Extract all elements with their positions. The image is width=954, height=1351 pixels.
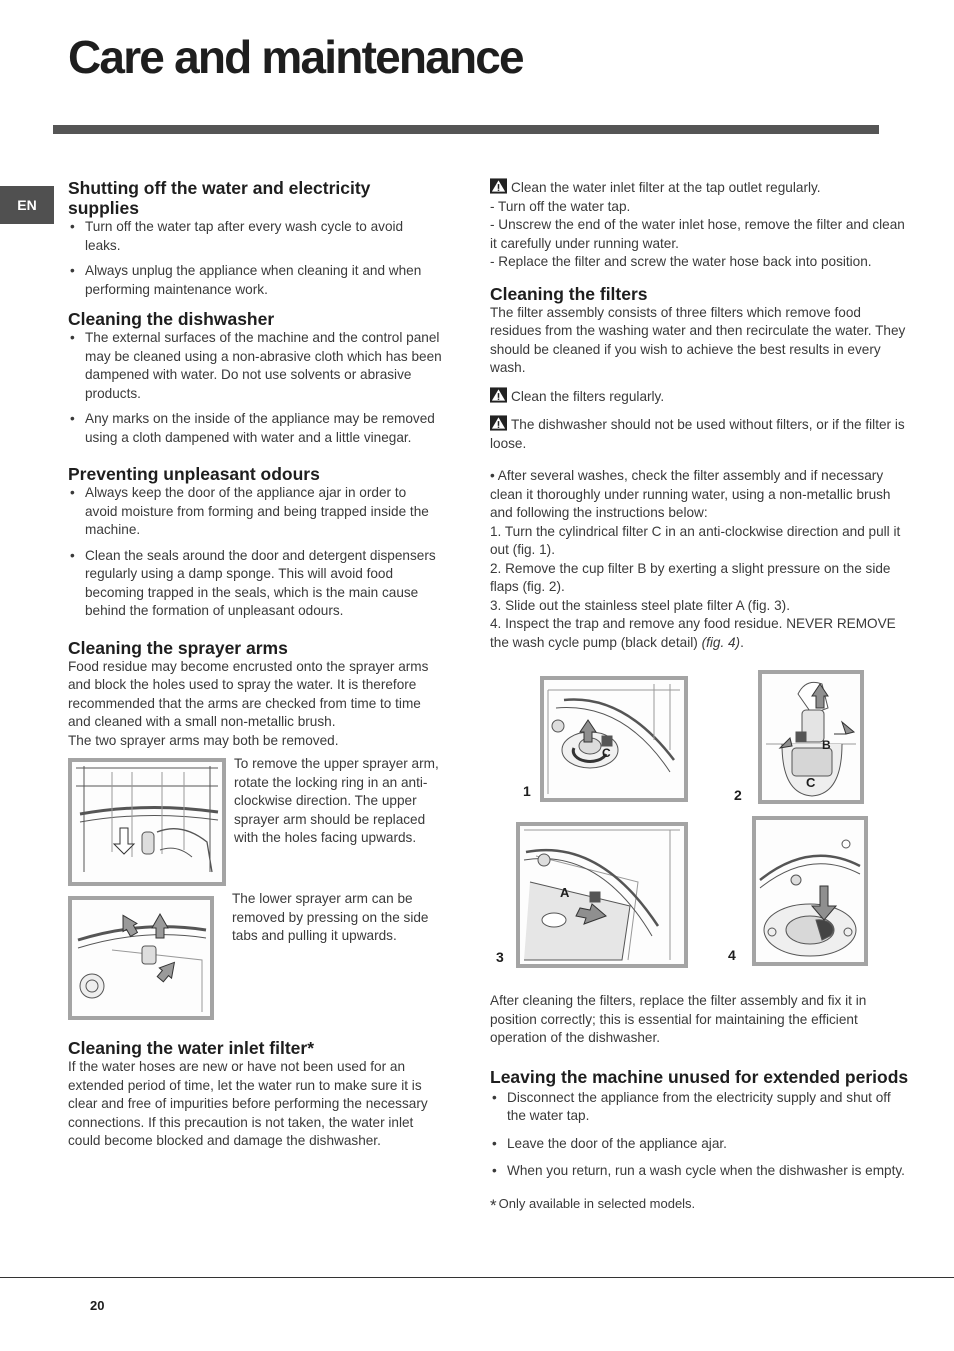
list-odours (68, 484, 442, 621)
section-tap-filter (490, 178, 910, 272)
figure-number-4: 4 (728, 947, 736, 963)
inlet-filter-text: If the water hoses are new or have not been used for an extended period of time, let the water run to make sure it is clear and free of impurities before performing the necessary connections. If this precaution is not taken, the water inlet could become blocked and damage the dishwasher. (68, 1059, 428, 1148)
figure-number-3: 3 (496, 949, 504, 965)
upper-sprayer-figure (68, 758, 226, 886)
filters-after: After cleaning the filters, replace the filter assembly and fix it in position correctly; this is essential for maintaining the efficient operation of the dishwasher. (490, 993, 867, 1045)
filters-check: • After several washes, check the filter assembly and if necessary clean it thoroughly under running water, using a non-metallic brush and following the instructions below: (490, 468, 891, 520)
direction-arrow-icon (116, 911, 141, 938)
direction-arrow-icon (834, 722, 854, 734)
footnote (490, 1195, 910, 1216)
page-number: 20 (90, 1298, 105, 1313)
figure-2 (758, 670, 864, 804)
heading-sprayer: Cleaning the sprayer arms (68, 637, 288, 658)
filters-step-3: 3. Slide out the stainless steel plate filter A (fig. 3). (490, 597, 790, 613)
list-item: • Always unplug the appliance when cleaning it and when performing maintenance work. (68, 262, 442, 299)
upper-sprayer-text: To remove the upper sprayer arm, rotate the locking ring in an anti-clockwise direction. The upper sprayer arm should be replaced with the holes facing upwards. (234, 756, 439, 845)
warning-triangle-icon (490, 178, 507, 194)
footnote-mark: * (490, 1195, 497, 1215)
tap-filter-warning: Clean the water inlet filter at the tap outlet regularly. (490, 178, 910, 198)
heading-unused: Leaving the machine unused for extended periods (490, 1066, 909, 1087)
lower-sprayer-row (68, 891, 442, 1024)
page-title: Care and maintenance (68, 31, 523, 83)
list-item: • Disconnect the appliance from the electricity supply and shut off the water tap. (490, 1089, 910, 1126)
upper-sprayer-illustration (72, 762, 222, 882)
figure-number-2: 2 (734, 787, 742, 803)
list-item: • Any marks on the inside of the appliance may be removed using a cloth dampened with water and a little vinegar. (68, 410, 442, 447)
tap-filter-step: - Unscrew the end of the water inlet hose, remove the filter and clean it carefully under running water. (490, 217, 905, 251)
left-column (68, 178, 442, 1151)
list-cleaning-dishwasher (68, 329, 442, 447)
heading-odours: Preventing unpleasant odours (68, 464, 320, 484)
label-c-cup: C (806, 775, 816, 790)
heading-cleaning-filters: Cleaning the filters (490, 283, 648, 304)
label-b: B (822, 738, 831, 752)
heading-cleaning-dishwasher: Cleaning the dishwasher (68, 309, 275, 329)
lower-sprayer-illustration (72, 900, 210, 1016)
filters-intro: The filter assembly consists of three filters which remove food residues from the washing water and then recirculate the water. They should be cleaned if you wish to achieve the best results in every wash. (490, 304, 906, 375)
label-a: A (560, 885, 570, 900)
figure-3 (516, 822, 688, 968)
list-unused (490, 1089, 910, 1181)
section-cleaning-filters (490, 284, 910, 653)
filter-figures (490, 670, 910, 976)
section-unused (490, 1067, 910, 1181)
list-item: • Leave the door of the appliance ajar. (490, 1135, 910, 1154)
sprayer-removable: The two sprayer arms may both be removed. (68, 732, 339, 748)
list-item: • The external surfaces of the machine and the control panel may be cleaned using a non-abrasive cloth which has been dampened with water. Do not use solvents or abrasive products. (68, 329, 442, 403)
direction-arrow-icon (114, 828, 134, 854)
heading-shut-off: Shutting off the water and electricity supplies (68, 178, 371, 218)
lower-sprayer-figure (68, 896, 214, 1020)
upper-sprayer-row (68, 758, 442, 894)
tap-filter-step: - Replace the filter and screw the water hose back into position. (490, 254, 872, 269)
lower-sprayer-text: The lower sprayer arm can be removed by pressing on the side tabs and pulling it upwards. (232, 891, 429, 943)
right-column (490, 178, 910, 1215)
title-rule (53, 125, 879, 134)
section-inlet-filter (68, 1038, 442, 1151)
warning-triangle-icon (490, 415, 507, 431)
label-c: C (602, 746, 611, 760)
sprayer-intro: Food residue may become encrusted onto the sprayer arms and block the holes used to spray the water. It is therefore recommended that the arms are checked from time to time and cleaned with a small non-metallic brush. (68, 658, 429, 729)
figure-1 (540, 676, 688, 802)
filters-warning-loose: The dishwasher should not be used without filters, or if the filter is loose. (490, 417, 905, 451)
list-item: • When you return, run a wash cycle when the dishwasher is empty. (490, 1162, 910, 1181)
section-shut-off (68, 178, 442, 299)
section-sprayer (68, 638, 442, 1025)
footnote-text: Only available in selected models. (498, 1195, 696, 1211)
list-item: • Turn off the water tap after every wash cycle to avoid leaks. (68, 218, 442, 255)
section-cleaning-dishwasher (68, 309, 442, 447)
filters-step-1: 1. Turn the cylindrical filter C in an anti-clockwise direction and pull it out (fig. 1). (490, 523, 901, 557)
direction-arrow-icon (154, 957, 180, 984)
footer-rule (0, 1277, 954, 1278)
section-odours (68, 464, 442, 621)
filters-step-2: 2. Remove the cup filter B by exerting a slight pressure on the side flaps (fig. 2). (490, 560, 891, 594)
direction-arrow-icon (780, 738, 792, 748)
filters-step-4: 4. Inspect the trap and remove any food residue. NEVER REMOVE the wash cycle pump (black detail) (fig. 4). (490, 616, 896, 650)
list-item: • Clean the seals around the door and detergent dispensers regularly using a damp sponge. This will avoid food becoming trapped in the seals, which is the main cause behind the formation of unpleasant odours. (68, 547, 442, 621)
figure-4 (752, 816, 868, 966)
list-item: • Always keep the door of the appliance ajar in order to avoid moisture from forming and being trapped inside the machine. (68, 484, 442, 540)
filters-warning-regular: Clean the filters regularly. (490, 387, 910, 407)
heading-inlet-filter: Cleaning the water inlet filter* (68, 1038, 315, 1058)
warning-triangle-icon (490, 387, 507, 403)
figure-number-1: 1 (523, 783, 531, 799)
tap-filter-step: - Turn off the water tap. (490, 198, 631, 214)
list-shut-off (68, 218, 442, 299)
language-tab: EN (0, 186, 54, 224)
